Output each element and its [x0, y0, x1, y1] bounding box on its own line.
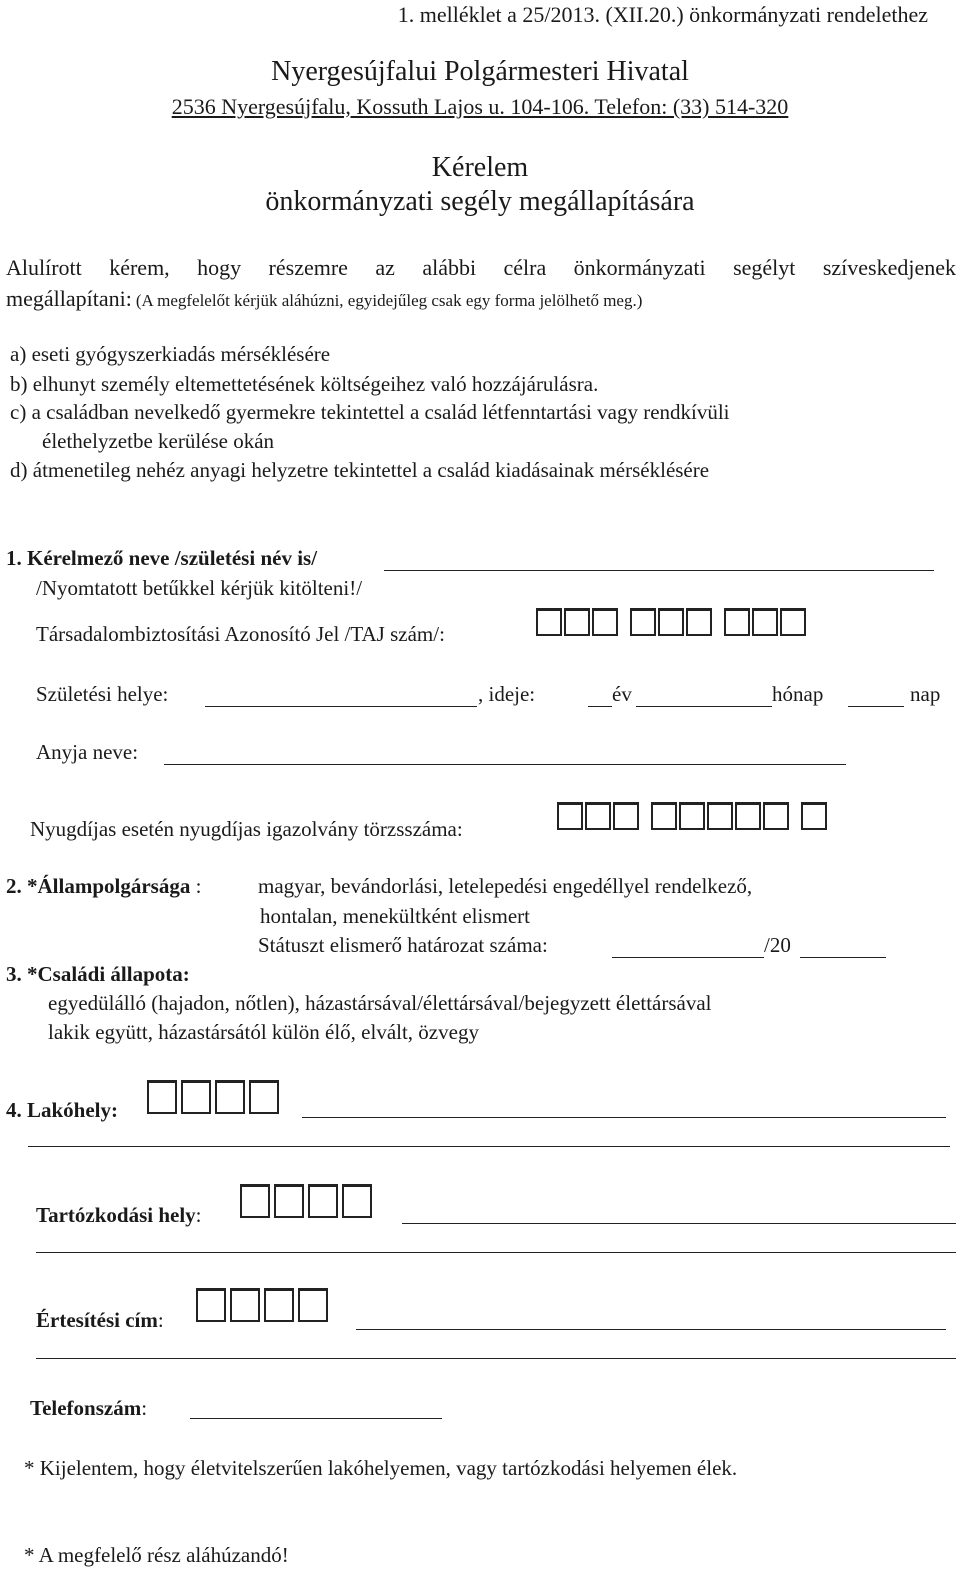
- status-decision-year-prefix: /20: [764, 933, 791, 957]
- office-name: Nyergesújfalui Polgármesteri Hivatal: [271, 56, 689, 87]
- intro-main: megállapítani:: [6, 286, 132, 311]
- postcode-box[interactable]: [342, 1184, 372, 1218]
- citizenship-options-2: hontalan, menekültként elismert: [260, 904, 531, 928]
- birth-month-field[interactable]: [636, 706, 772, 707]
- pension-box[interactable]: [557, 802, 583, 830]
- birth-place-field[interactable]: [205, 706, 477, 707]
- citizenship-heading: [6, 874, 201, 899]
- applicant-name-field[interactable]: [384, 570, 934, 571]
- taj-box[interactable]: [658, 608, 684, 636]
- residence-declaration: * Kijelentem, hogy életvitelszerűen lakóhelyemen, vagy tartózkodási helyemen élek.: [24, 1456, 738, 1480]
- phone-heading: [30, 1396, 147, 1421]
- stay-place-colon: :: [195, 1203, 202, 1227]
- notify-address-field[interactable]: [356, 1329, 946, 1330]
- taj-label: Társadalombiztosítási Azonosító Jel /TAJ szám/:: [36, 622, 445, 646]
- marital-options-2: lakik együtt, házastársától külön élő, elvált, özvegy: [48, 1020, 479, 1044]
- stay-address-field[interactable]: [402, 1223, 956, 1224]
- phone-field[interactable]: [190, 1418, 442, 1419]
- applicant-name-label: 1. Kérelmező neve /születési név is/: [6, 546, 318, 570]
- birth-date-label: , ideje:: [478, 682, 536, 706]
- status-decision-label: Státuszt elismerő határozat száma:: [258, 933, 548, 957]
- taj-box[interactable]: [686, 608, 712, 636]
- status-decision-number-field[interactable]: [612, 957, 764, 958]
- postcode-box[interactable]: [298, 1288, 328, 1322]
- pension-number-boxes[interactable]: [557, 802, 829, 832]
- status-decision-year-field[interactable]: [800, 957, 886, 958]
- stay-postcode-boxes[interactable]: [240, 1184, 376, 1220]
- taj-number-boxes[interactable]: [536, 608, 808, 638]
- residence-label: 4. Lakóhely:: [6, 1098, 119, 1122]
- day-label: nap: [910, 682, 941, 706]
- postcode-box[interactable]: [240, 1184, 270, 1218]
- pension-box[interactable]: [707, 802, 733, 830]
- postcode-box[interactable]: [147, 1080, 177, 1114]
- phone-colon: :: [141, 1396, 148, 1420]
- notify-address-label: Értesítési cím: [36, 1308, 158, 1332]
- postcode-box[interactable]: [196, 1288, 226, 1322]
- taj-box[interactable]: [780, 608, 806, 636]
- year-label: év: [612, 682, 632, 706]
- postcode-box[interactable]: [215, 1080, 245, 1114]
- pension-box[interactable]: [679, 802, 705, 830]
- pension-box[interactable]: [651, 802, 677, 830]
- citizenship-number: 2. *: [6, 874, 38, 898]
- residence-address-field[interactable]: [302, 1117, 946, 1118]
- purpose-d: d) átmenetileg nehéz anyagi helyzetre tekintettel a család kiadásainak mérséklésére: [10, 458, 710, 482]
- citizenship-label: Állampolgársága: [37, 874, 191, 898]
- underline-instruction: * A megfelelő rész aláhúzandó!: [24, 1543, 289, 1567]
- phone-label: Telefonszám: [30, 1396, 142, 1420]
- postcode-box[interactable]: [181, 1080, 211, 1114]
- marital-status-label: 3. *Családi állapota:: [6, 962, 190, 986]
- stay-place-label: Tartózkodási hely: [36, 1203, 196, 1227]
- postcode-box[interactable]: [230, 1288, 260, 1322]
- office-address: 2536 Nyergesújfalu, Kossuth Lajos u. 104-106. Telefon: (33) 514-320: [171, 94, 789, 119]
- pension-box[interactable]: [585, 802, 611, 830]
- pension-label: Nyugdíjas esetén nyugdíjas igazolvány törzsszáma:: [30, 817, 463, 841]
- form-subtitle: önkormányzati segély megállapítására: [265, 186, 695, 217]
- mother-name-label: Anyja neve:: [36, 740, 139, 764]
- taj-box[interactable]: [592, 608, 618, 636]
- intro-line-2: [6, 286, 642, 312]
- citizenship-options-1: magyar, bevándorlási, letelepedési engedéllyel rendelkező,: [258, 874, 753, 898]
- citizenship-colon: :: [190, 874, 202, 898]
- taj-box[interactable]: [724, 608, 750, 636]
- intro-note: (A megfelelőt kérjük aláhúzni, egyidejűleg csak egy forma jelölhető meg.): [135, 291, 643, 310]
- residence-address-field-2[interactable]: [28, 1146, 950, 1147]
- purpose-a: a) eseti gyógyszerkiadás mérséklésére: [10, 342, 331, 366]
- marital-options-1: egyedülálló (hajadon, nőtlen), házastársával/élettársával/bejegyzett élettársával: [48, 991, 712, 1015]
- taj-box[interactable]: [536, 608, 562, 636]
- mother-name-field[interactable]: [164, 764, 846, 765]
- postcode-box[interactable]: [249, 1080, 279, 1114]
- form-title: Kérelem: [431, 152, 529, 183]
- notify-address-colon: :: [157, 1308, 164, 1332]
- pension-box[interactable]: [763, 802, 789, 830]
- purpose-c: c) a családban nevelkedő gyermekre tekintettel a család létfenntartási vagy rendkívüli: [10, 400, 730, 424]
- notify-address-field-2[interactable]: [36, 1358, 956, 1359]
- pension-box[interactable]: [735, 802, 761, 830]
- residence-postcode-boxes[interactable]: [147, 1080, 283, 1116]
- month-label: hónap: [772, 682, 824, 706]
- birth-day-field[interactable]: [848, 706, 904, 707]
- intro-line-1: Alulírott kérem, hogy részemre az alábbi célra önkormányzati segélyt szíveskedjenek: [6, 255, 956, 280]
- pension-box[interactable]: [801, 802, 827, 830]
- notify-postcode-boxes[interactable]: [196, 1288, 332, 1324]
- purpose-b: b) elhunyt személy eltemettetésének költségeihez való hozzájárulásra.: [10, 372, 599, 396]
- stay-address-field-2[interactable]: [36, 1252, 956, 1253]
- pension-box[interactable]: [613, 802, 639, 830]
- taj-box[interactable]: [630, 608, 656, 636]
- postcode-box[interactable]: [274, 1184, 304, 1218]
- postcode-box[interactable]: [308, 1184, 338, 1218]
- birth-year-field[interactable]: [588, 706, 612, 707]
- stay-place-heading: [36, 1203, 202, 1228]
- purpose-c-continued: élethelyzetbe kerülése okán: [42, 429, 275, 453]
- taj-box[interactable]: [752, 608, 778, 636]
- birth-place-label: Születési helye:: [36, 682, 169, 706]
- taj-box[interactable]: [564, 608, 590, 636]
- print-note: /Nyomtatott betűkkel kérjük kitölteni!/: [36, 576, 363, 600]
- notify-address-heading: [36, 1308, 164, 1333]
- annex-reference: 1. melléklet a 25/2013. (XII.20.) önkormányzati rendelethez: [397, 2, 928, 27]
- postcode-box[interactable]: [264, 1288, 294, 1322]
